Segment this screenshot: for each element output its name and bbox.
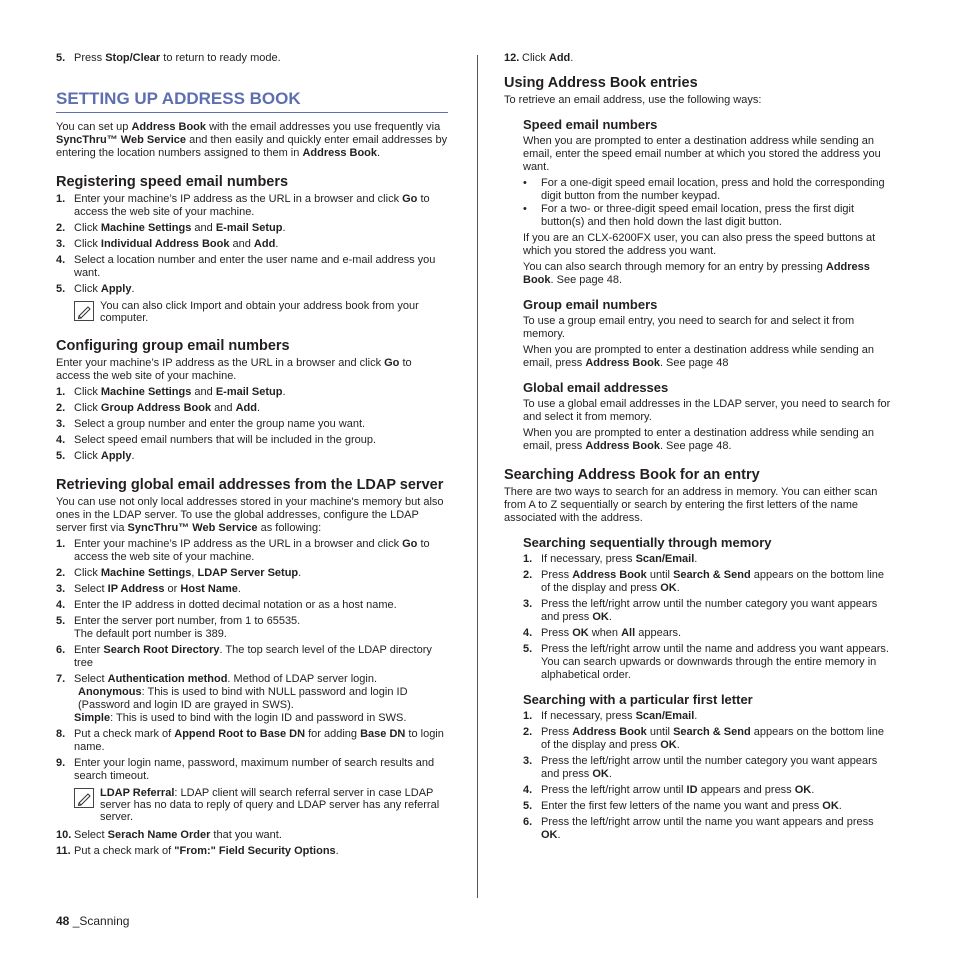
list-item: 10. Select Serach Name Order that you want.: [56, 829, 282, 841]
right-column: [504, 52, 896, 845]
list-item: 4. Press OK when All appears.: [523, 627, 682, 639]
list-item: 5. Click Apply.: [56, 283, 135, 295]
list-item: 2. Click Machine Settings and E-mail Setup.: [56, 222, 286, 234]
list-item: 4. Enter the IP address in dotted decimal notation or as a host name.: [56, 599, 397, 611]
speed-bullets: [523, 177, 896, 229]
section-title: SETTING UP ADDRESS BOOK: [56, 89, 448, 113]
list-item: 3. Press the left/right arrow until the number category you want appears and press OK.: [523, 755, 878, 780]
list-item: 1. Click Machine Settings and E-mail Setup.: [56, 386, 286, 398]
group-p2: When you are prompted to enter a destination address while sending an email, press Address Book. See page 48: [523, 344, 874, 369]
list-item: 9. Enter your login name, password, maximum number of search results and search timeout.: [56, 757, 435, 782]
list-item: 2. Press Address Book until Search & Send appears on the bottom line of the display and press OK.: [523, 726, 885, 751]
list-item: 3. Select a group number and enter the group name you want.: [56, 418, 366, 430]
list-item: 7. Select Authentication method. Method of LDAP server login. Anonymous: This is used to bind with NULL password and login ID (Password and login ID are grayed in SWS). Simple: This is used to bind with the login ID and password in SWS.: [56, 673, 448, 725]
first-letter-steps: [504, 710, 896, 842]
list-item: 2. Click Machine Settings, LDAP Server Setup.: [56, 567, 302, 579]
speed-p3: You can also search through memory for an entry by pressing Address Book. See page 48.: [523, 261, 870, 286]
note-text: LDAP Referral: LDAP client will search referral server in case LDAP server has no data to reply of query and LDAP server has any referral server.: [100, 787, 440, 823]
heading-ldap: Retrieving global email addresses from the LDAP server: [56, 477, 444, 493]
speed-p1: When you are prompted to enter a destination address while sending an email, enter the speed email number at which you stored the address you want.: [523, 135, 881, 173]
list-item: • For a one-digit speed email location, press and hold the corresponding digit button from the number keypad.: [523, 177, 885, 202]
heading-group-email: Group email numbers: [523, 297, 658, 312]
using-intro: To retrieve an email address, use the following ways:: [504, 94, 762, 106]
global-p1: To use a global email addresses in the LDAP server, you need to search for and select it from memory.: [523, 398, 891, 423]
left-column: [56, 52, 448, 861]
auth-simple: Simple: This is used to bind with the login ID and password in SWS.: [74, 712, 407, 724]
registering-steps: [56, 193, 448, 296]
heading-searching: Searching Address Book for an entry: [504, 467, 760, 483]
step-list: [56, 52, 448, 65]
list-item: 3. Select IP Address or Host Name.: [56, 583, 241, 595]
note-pencil-icon: [74, 301, 94, 321]
list-item: 2. Click Group Address Book and Add.: [56, 402, 261, 414]
footer-section: _Scanning: [72, 914, 130, 928]
list-item: • For a two- or three-digit speed email location, press the first digit button(s) and then hold down the last digit button.: [523, 203, 855, 228]
list-item: 2. Press Address Book until Search & Send appears on the bottom line of the display and press OK.: [523, 569, 885, 594]
list-item: 5. Click Apply.: [56, 450, 135, 462]
list-item: 1. If necessary, press Scan/Email.: [523, 710, 698, 722]
heading-registering: Registering speed email numbers: [56, 174, 289, 190]
list-item: 3. Press the left/right arrow until the number category you want appears and press OK.: [523, 598, 878, 623]
heading-search-sequential: Searching sequentially through memory: [523, 535, 772, 550]
list-item: 8. Put a check mark of Append Root to Base DN for adding Base DN to login name.: [56, 728, 444, 753]
sequential-steps: [504, 553, 896, 682]
heading-global-email: Global email addresses: [523, 380, 669, 395]
column-divider: [477, 55, 478, 898]
list-item: 1. If necessary, press Scan/Email.: [523, 553, 698, 565]
list-item: 11. Put a check mark of "From:" Field Security Options.: [56, 845, 339, 857]
list-item: 5. Enter the server port number, from 1 to 65535. The default port number is 389.: [56, 615, 301, 640]
list-item: 4. Press the left/right arrow until ID appears and press OK.: [523, 784, 815, 796]
list-item: 5. Press the left/right arrow until the name and address you want appears. You can search upwards or downwards through the entire memory in alphabetical order.: [523, 643, 889, 681]
page-number: 48: [56, 914, 70, 928]
note-box-ldap: [74, 787, 448, 823]
group-steps: [56, 386, 448, 463]
list-item: 1. Enter your machine’s IP address as the URL in a browser and click Go to access the web site of your machine.: [56, 193, 430, 218]
list-item: 6. Enter Search Root Directory. The top search level of the LDAP directory tree: [56, 644, 432, 669]
global-p2: When you are prompted to enter a destination address while sending an email, press Address Book. See page 48.: [523, 427, 874, 452]
ldap-steps: [56, 538, 448, 783]
list-item: 5. Enter the first few letters of the name you want and press OK.: [523, 800, 842, 812]
heading-search-first-letter: Searching with a particular first letter: [523, 692, 753, 707]
auth-anonymous: Anonymous: This is used to bind with NULL password and login ID (Password and login ID are grayed in SWS).: [78, 686, 408, 711]
list-item: 4. Select a location number and enter the user name and e-mail address you want.: [56, 254, 436, 279]
list-item: 4. Select speed email numbers that will be included in the group.: [56, 434, 377, 446]
note-pencil-icon: [74, 788, 94, 808]
note-text: You can also click Import and obtain your address book from your computer.: [100, 300, 419, 324]
speed-p2: If you are an CLX-6200FX user, you can also press the speed buttons at which you stored the address you want.: [523, 232, 876, 257]
ldap-steps-continued: [56, 829, 448, 858]
note-box: [74, 300, 448, 324]
page-footer: [56, 914, 129, 928]
group-intro: Enter your machine’s IP address as the URL in a browser and click Go to access the web site of your machine.: [56, 357, 412, 382]
group-p1: To use a group email entry, you need to search for and select it from memory.: [523, 315, 855, 340]
step-12-click-add: 12. Click Add.: [504, 52, 574, 64]
step-list: [504, 52, 896, 65]
ldap-intro: You can use not only local addresses stored in your machine's memory but also ones in the LDAP server. To use the global addresses, configure the LDAP server first via SyncThru™ Web Service as following:: [56, 496, 444, 534]
heading-using-address-book: Using Address Book entries: [504, 75, 698, 91]
section-intro: You can set up Address Book with the email addresses you use frequently via SyncThru™ Web Service and then easily and quickly enter email addresses by entering the location numbers assigned to them in Address Book.: [56, 121, 448, 159]
list-item: 6. Press the left/right arrow until the name you want appears and press OK.: [523, 816, 874, 841]
heading-speed-email: Speed email numbers: [523, 117, 658, 132]
heading-configuring-group: Configuring group email numbers: [56, 338, 290, 354]
list-item: 3. Click Individual Address Book and Add.: [56, 238, 279, 250]
list-item: 1. Enter your machine’s IP address as the URL in a browser and click Go to access the web site of your machine.: [56, 538, 430, 563]
step-5-stop-clear: 5. Press Stop/Clear to return to ready mode.: [56, 52, 281, 64]
search-intro: There are two ways to search for an address in memory. You can either scan from A to Z sequentially or search by entering the first letters of the name associated with the address.: [504, 486, 878, 524]
